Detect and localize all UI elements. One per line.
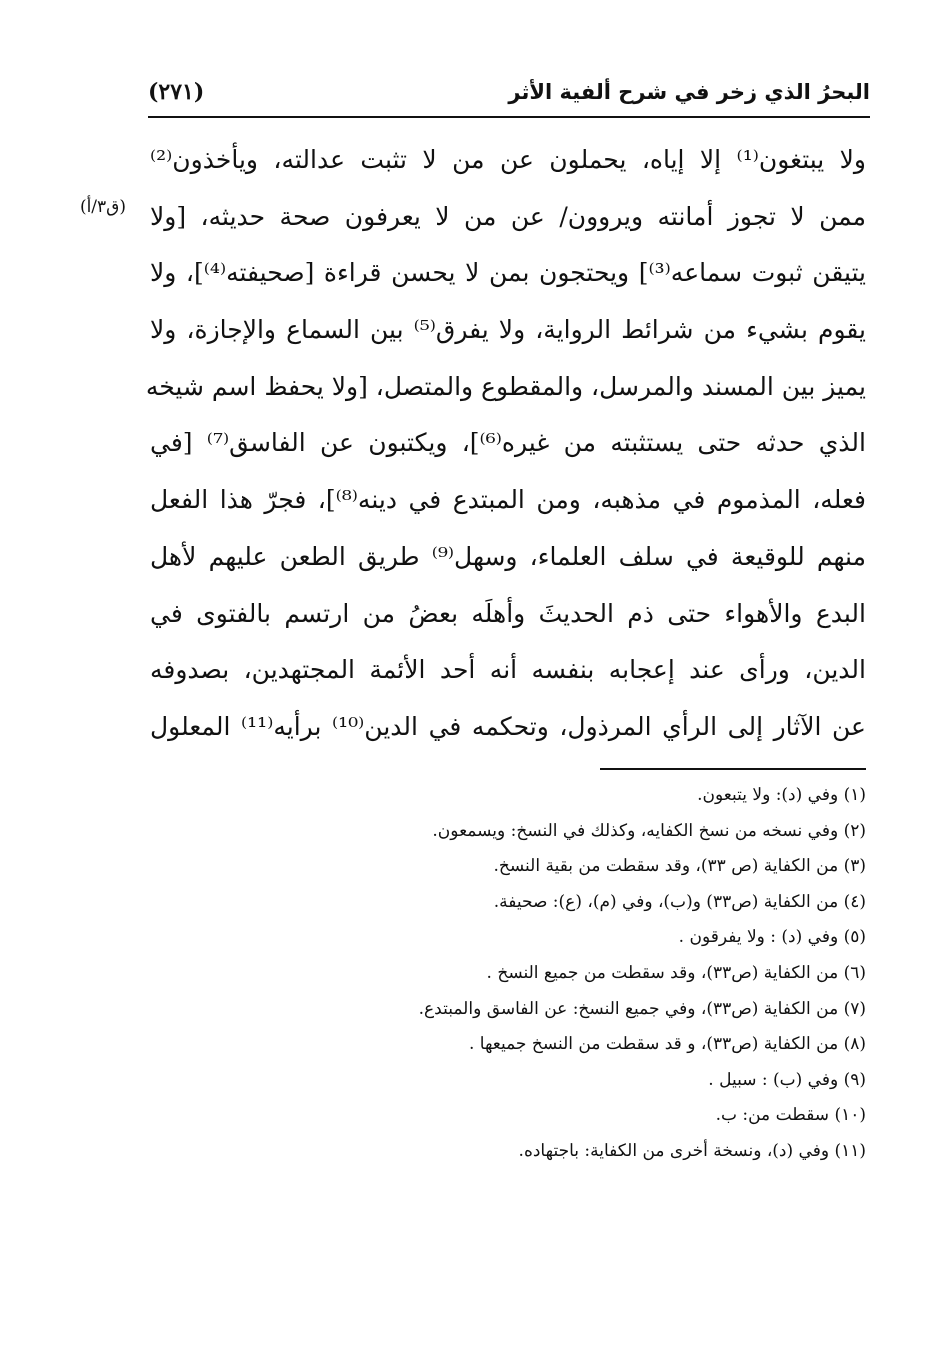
text-line: يتيقن ثبوت سماعه⁽³⁾] ويحتجون بمن لا يحسن قراءة [صحيفته⁽⁴⁾]، ولا <box>150 258 867 288</box>
text-line: يميز بين المسند والمرسل، والمقطوع والمتصل، [ولا يحفظ اسم شيخه <box>145 371 866 401</box>
text-line: ولا يبتغون⁽¹⁾ إلا إياه، يحملون عن من لا تثبت عدالته، ويأخذون⁽²⁾ <box>150 145 866 174</box>
text-line: البدع والأهواء حتى ذم الحديثَ وأهلَه بعضُ من ارتسم بالفتوى في <box>150 598 866 628</box>
text-line: عن الآثار إلى الرأي المرذول، وتحكمه في الدين⁽¹⁰⁾ برأيه⁽¹¹⁾ المعلول <box>150 711 866 741</box>
footnotes <box>150 778 866 1170</box>
text-line: فعله، المذموم في مذهبه، ومن المبتدع في دينه⁽⁸⁾]، فجرّ هذا الفعل <box>150 485 866 515</box>
text-line: منهم للوقيعة في سلف العلماء، وسهل⁽⁹⁾ طريق الطعن عليهم لأهل <box>150 541 866 571</box>
footnote: (٥) وفي (د) : ولا يفرقون . <box>678 927 866 948</box>
footnote: (١٠) سقطت من: ب. <box>715 1105 866 1126</box>
footnote: (٨) من الكفاية (ص٣٣)، و قد سقطت من النسخ جميعها . <box>468 1034 866 1055</box>
footnote: (١١) وفي (د)، ونسخة أخرى من الكفاية: باجتهاده. <box>518 1140 866 1161</box>
text-line: ممن لا تجوز أمانته ويروون/ عن من لا يعرفون صحة حديثه، [ولا <box>150 201 866 231</box>
footnote: (٢) وفي نسخه من نسخ الكفايه، وكذلك في النسخ: ويسمعون. <box>432 820 866 841</box>
header-rule <box>148 116 870 118</box>
text-line: الذي حدثه حتى يستثبته من غيره⁽⁶⁾]، ويكتبون عن الفاسق⁽⁷⁾ [في <box>150 428 866 458</box>
page-number: (٢٧١) <box>148 79 205 105</box>
book-title: البحرُ الذي زخر في شرح ألفية الأثر <box>508 80 870 104</box>
footnote: (٩) وفي (ب) : سبيل . <box>708 1069 866 1090</box>
footnote: (٧) من الكفاية (ص٣٣)، وفي جميع النسخ: عن الفاسق والمبتدع. <box>418 998 866 1019</box>
running-header <box>148 72 870 112</box>
footnote: (١) وفي (د): ولا يتبعون. <box>697 785 866 805</box>
footnote: (٤) من الكفاية (ص٣٣) و(ب)، وفي (م)، (ع): صحيفة. <box>493 891 866 912</box>
footnote: (٣) من الكفاية (ص ٣٣)، وقد سقطت من بقية النسخ. <box>493 856 866 877</box>
footnote-separator <box>600 768 866 770</box>
main-text <box>145 132 867 756</box>
footnote: (٦) من الكفاية (ص٣٣)، وقد سقطت من جميع النسخ . <box>486 962 866 983</box>
text-line: يقوم بشيء من شرائط الرواية، ولا يفرق⁽⁵⁾ بين السماع والإجازة، ولا <box>150 315 866 345</box>
manuscript-folio-note: (ق٣/أ) <box>79 197 126 217</box>
text-line: الدين، ورأى عند إعجابه بنفسه أنه أحد الأئمة المجتهدين، بصدوفه <box>150 655 866 685</box>
